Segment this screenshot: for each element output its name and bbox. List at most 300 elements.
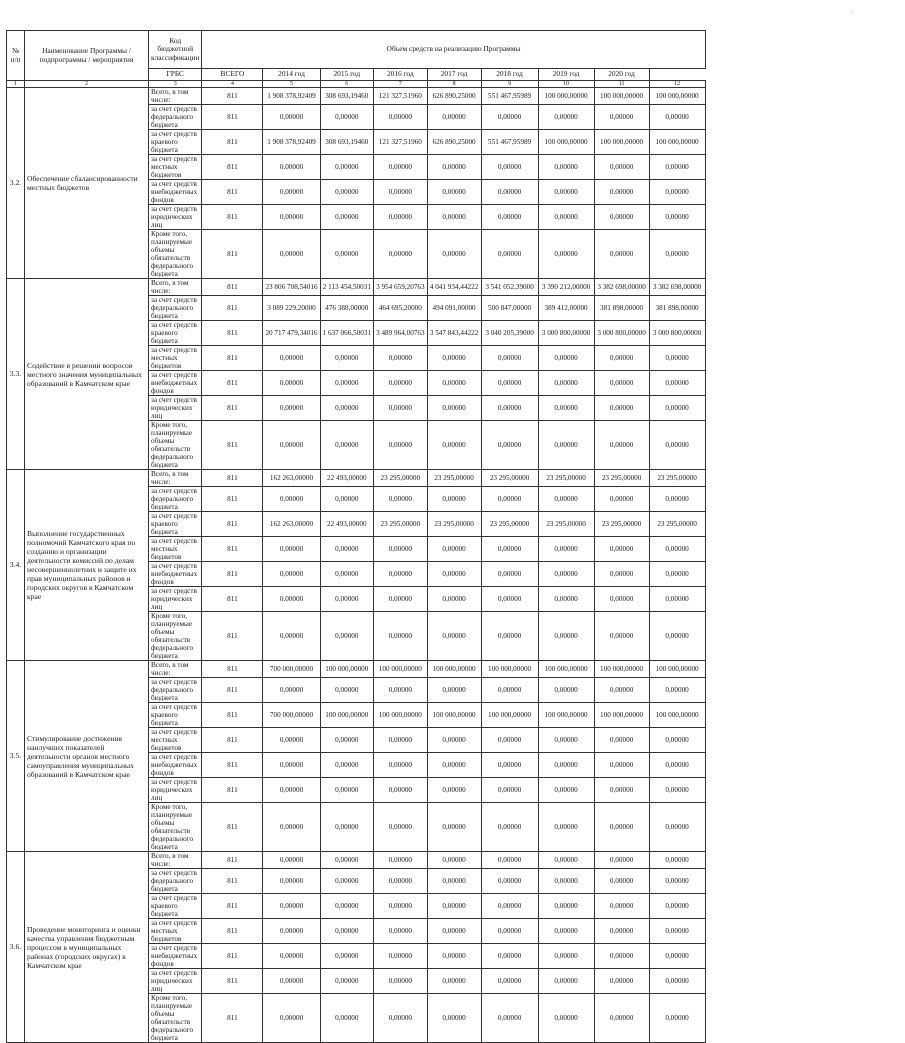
year-value: 0,00000 [538,537,594,562]
year-value: 0,00000 [427,778,481,803]
grbs-code: 811 [202,180,263,205]
header-num: № п/п [7,31,25,81]
year-value: 0,00000 [320,944,374,969]
year-value: 0,00000 [649,728,705,753]
header-grbs: ГРБС [149,69,202,81]
year-value: 500 847,00000 [481,296,538,321]
funding-source-label: за счет средств федерального бюджета [149,105,202,130]
total-value: 0,00000 [263,371,320,396]
year-value: 0,00000 [481,230,538,279]
grbs-code: 811 [202,155,263,180]
year-value: 0,00000 [594,869,649,894]
year-value: 0,00000 [594,562,649,587]
grbs-code: 811 [202,703,263,728]
grbs-code: 811 [202,130,263,155]
total-value: 1 908 378,92409 [263,88,320,105]
year-value: 23 295,00000 [594,512,649,537]
year-value: 23 295,00000 [481,512,538,537]
year-value: 0,00000 [320,753,374,778]
year-value: 100 000,00000 [594,130,649,155]
year-value: 0,00000 [594,803,649,852]
total-value: 0,00000 [263,612,320,661]
table-row [7,279,706,296]
table-row [7,88,706,105]
year-value: 4 041 934,44222 [427,279,481,296]
grbs-code: 811 [202,894,263,919]
year-value: 0,00000 [320,180,374,205]
year-value: 551 467,95989 [481,130,538,155]
year-value: 0,00000 [538,346,594,371]
header-code: Код бюджетной классификации [149,31,202,69]
year-value: 0,00000 [649,969,705,994]
year-value: 100 000,00000 [481,661,538,678]
year-value: 0,00000 [649,396,705,421]
funding-source-label: за счет средств юридических лиц [149,778,202,803]
column-index-cell: 11 [594,81,649,88]
year-value: 0,00000 [320,205,374,230]
year-value: 0,00000 [374,994,428,1043]
year-value: 0,00000 [649,230,705,279]
year-value: 0,00000 [594,205,649,230]
year-value: 0,00000 [320,869,374,894]
grbs-code: 811 [202,803,263,852]
funding-source-label: за счет средств внебюджетных фондов [149,371,202,396]
header-year: 2014 год [263,69,320,81]
year-value: 0,00000 [481,180,538,205]
total-value: 0,00000 [263,346,320,371]
year-value: 0,00000 [374,371,428,396]
funding-source-label: за счет средств федерального бюджета [149,869,202,894]
year-value: 0,00000 [320,396,374,421]
total-value: 0,00000 [263,678,320,703]
year-value: 551 467,95989 [481,88,538,105]
year-value: 0,00000 [374,678,428,703]
total-value: 0,00000 [263,852,320,869]
section-name: Стимулирование достижения наилучших показателей деятельности органов местного самоуправления муниципальных образований в Камчатском крае [25,661,149,852]
total-value: 0,00000 [263,869,320,894]
grbs-code: 811 [202,869,263,894]
year-value: 0,00000 [538,421,594,470]
header-year: 2019 год [538,69,594,81]
year-value: 0,00000 [538,728,594,753]
year-value: 0,00000 [594,678,649,703]
year-value: 0,00000 [427,205,481,230]
year-value: 0,00000 [427,612,481,661]
table-row [7,470,706,487]
column-index-cell: 3 [149,81,202,88]
year-value: 494 091,00000 [427,296,481,321]
year-value: 0,00000 [320,678,374,703]
column-index-cell: 4 [202,81,263,88]
year-value: 0,00000 [320,562,374,587]
year-value: 22 493,00000 [320,470,374,487]
section-number: 3.4. [7,470,25,661]
year-value: 0,00000 [481,562,538,587]
year-value: 0,00000 [481,421,538,470]
year-value: 0,00000 [320,371,374,396]
total-value: 20 717 479,34016 [263,321,320,346]
year-value: 0,00000 [649,487,705,512]
funding-source-label: за счет средств юридических лиц [149,587,202,612]
total-value: 0,00000 [263,396,320,421]
year-value: 0,00000 [594,852,649,869]
year-value: 0,00000 [594,230,649,279]
year-value: 0,00000 [320,105,374,130]
grbs-code: 811 [202,661,263,678]
year-value: 0,00000 [320,728,374,753]
section-number: 3.2. [7,88,25,279]
year-value: 0,00000 [320,852,374,869]
year-value: 100 000,00000 [320,703,374,728]
total-value: 0,00000 [263,537,320,562]
section-name: Содействие в решении вопросов местного значения муниципальных образований в Камчатском крае [25,279,149,470]
column-index-cell: 12 [649,81,705,88]
grbs-code: 811 [202,852,263,869]
year-value: 0,00000 [538,371,594,396]
total-value: 0,00000 [263,753,320,778]
year-value: 0,00000 [649,919,705,944]
year-value: 0,00000 [481,869,538,894]
funding-source-label: Кроме того, планируемые объемы обязательств федерального бюджета [149,612,202,661]
year-value: 0,00000 [481,728,538,753]
year-value: 0,00000 [649,894,705,919]
year-value: 0,00000 [427,346,481,371]
year-value: 0,00000 [594,612,649,661]
section-name: Обеспечение сбалансированности местных бюджетов [25,88,149,279]
total-value: 23 806 708,54016 [263,279,320,296]
funding-source-label: за счет средств федерального бюджета [149,296,202,321]
total-value: 0,00000 [263,180,320,205]
table-row [7,852,706,869]
grbs-code: 811 [202,512,263,537]
year-value: 0,00000 [538,155,594,180]
funding-source-label: за счет средств юридических лиц [149,396,202,421]
year-value: 0,00000 [427,803,481,852]
year-value: 0,00000 [320,587,374,612]
year-value: 0,00000 [427,753,481,778]
year-value: 0,00000 [374,180,428,205]
year-value: 0,00000 [374,944,428,969]
table-row [7,661,706,678]
year-value: 0,00000 [594,969,649,994]
year-value: 0,00000 [594,994,649,1043]
funding-source-label: за счет средств юридических лиц [149,969,202,994]
year-value: 0,00000 [374,537,428,562]
year-value: 0,00000 [481,537,538,562]
column-index-cell: 10 [538,81,594,88]
funding-source-label: Кроме того, планируемые объемы обязательств федерального бюджета [149,421,202,470]
year-value: 23 295,00000 [649,512,705,537]
year-value: 0,00000 [538,869,594,894]
year-value: 0,00000 [374,612,428,661]
funding-source-label: за счет средств федерального бюджета [149,487,202,512]
grbs-code: 811 [202,346,263,371]
section-name: Выполнение государственных полномочий Камчатского края по созданию и организации деятельности комиссий по делам несовершеннолетних и защите их прав муниципальных районов и городских округов в Камчатском крае [25,470,149,661]
year-value: 3 954 659,20763 [374,279,428,296]
total-value: 0,00000 [263,728,320,753]
grbs-code: 811 [202,396,263,421]
year-value: 0,00000 [649,105,705,130]
year-value: 464 695,20000 [374,296,428,321]
grbs-code: 811 [202,753,263,778]
year-value: 0,00000 [481,944,538,969]
year-value: 0,00000 [427,396,481,421]
year-value: 0,00000 [320,537,374,562]
year-value: 0,00000 [481,612,538,661]
year-value: 0,00000 [481,371,538,396]
year-value: 121 327,51960 [374,130,428,155]
funding-source-label: за счет средств краевого бюджета [149,321,202,346]
grbs-code: 811 [202,728,263,753]
year-value: 0,00000 [374,346,428,371]
year-value: 1 637 066,50031 [320,321,374,346]
year-value: 0,00000 [594,753,649,778]
year-value: 0,00000 [538,894,594,919]
year-value: 0,00000 [538,205,594,230]
grbs-code: 811 [202,230,263,279]
column-index-cell: 9 [481,81,538,88]
year-value: 23 295,00000 [538,512,594,537]
year-value: 0,00000 [649,944,705,969]
section-number: 3.3. [7,279,25,470]
year-value: 0,00000 [649,587,705,612]
year-value: 0,00000 [320,894,374,919]
grbs-code: 811 [202,487,263,512]
column-index-cell: 2 [25,81,149,88]
year-value: 0,00000 [649,869,705,894]
year-value: 0,00000 [481,487,538,512]
year-value: 100 000,00000 [649,88,705,105]
year-value: 0,00000 [594,728,649,753]
column-index-cell: 8 [427,81,481,88]
total-value: 0,00000 [263,155,320,180]
funding-source-label: за счет средств местных бюджетов [149,537,202,562]
column-index-cell: 7 [374,81,428,88]
header-name: Наименование Программы / подпрограммы / мероприятия [25,31,149,81]
year-value: 3 382 698,00000 [594,279,649,296]
year-value: 476 388,00000 [320,296,374,321]
program-funding-table [6,30,706,1043]
header-year: 2020 год [594,69,649,81]
funding-source-label: за счет средств внебюджетных фондов [149,944,202,969]
year-value: 0,00000 [649,852,705,869]
funding-source-label: за счет средств краевого бюджета [149,130,202,155]
year-value: 0,00000 [427,994,481,1043]
year-value: 0,00000 [374,396,428,421]
funding-source-label: Всего, в том числе: [149,661,202,678]
year-value: 0,00000 [594,421,649,470]
year-value: 0,00000 [594,919,649,944]
grbs-code: 811 [202,994,263,1043]
year-value: 0,00000 [649,753,705,778]
total-value: 700 000,00000 [263,703,320,728]
grbs-code: 811 [202,612,263,661]
total-value: 0,00000 [263,421,320,470]
funding-source-label: за счет средств местных бюджетов [149,155,202,180]
year-value: 0,00000 [320,346,374,371]
year-value: 0,00000 [374,919,428,944]
funding-source-label: за счет средств краевого бюджета [149,894,202,919]
year-value: 23 295,00000 [374,512,428,537]
year-value: 0,00000 [594,944,649,969]
year-value: 100 000,00000 [594,88,649,105]
year-value: 0,00000 [538,803,594,852]
year-value: 0,00000 [649,421,705,470]
year-value: 0,00000 [649,205,705,230]
year-value: 23 295,00000 [649,470,705,487]
total-value: 0,00000 [263,944,320,969]
year-value: 0,00000 [538,612,594,661]
funding-source-label: за счет средств юридических лиц [149,205,202,230]
year-value: 0,00000 [374,562,428,587]
year-value: 0,00000 [649,371,705,396]
year-value: 0,00000 [594,778,649,803]
year-value: 0,00000 [538,994,594,1043]
total-value: 3 089 229,20000 [263,296,320,321]
year-value: 0,00000 [649,346,705,371]
year-value: 0,00000 [374,869,428,894]
year-value: 0,00000 [427,869,481,894]
year-value: 0,00000 [374,487,428,512]
total-value: 0,00000 [263,205,320,230]
section-number: 3.6. [7,852,25,1043]
funding-source-label: Кроме того, планируемые объемы обязательств федерального бюджета [149,803,202,852]
total-value: 0,00000 [263,487,320,512]
total-value: 0,00000 [263,562,320,587]
year-value: 0,00000 [374,728,428,753]
funding-source-label: Всего, в том числе: [149,279,202,296]
year-value: 100 000,00000 [594,703,649,728]
year-value: 100 000,00000 [374,703,428,728]
year-value: 3 040 205,39000 [481,321,538,346]
year-value: 0,00000 [538,562,594,587]
year-value: 100 000,00000 [374,661,428,678]
year-value: 0,00000 [427,537,481,562]
year-value: 0,00000 [538,678,594,703]
year-value: 0,00000 [649,562,705,587]
year-value: 381 898,00000 [649,296,705,321]
column-index-cell: 6 [320,81,374,88]
grbs-code: 811 [202,969,263,994]
year-value: 308 693,19460 [320,130,374,155]
total-value: 0,00000 [263,105,320,130]
year-value: 0,00000 [594,371,649,396]
year-value: 23 295,00000 [427,470,481,487]
total-value: 0,00000 [263,994,320,1043]
year-value: 0,00000 [320,919,374,944]
year-value: 100 000,00000 [427,661,481,678]
year-value: 0,00000 [481,778,538,803]
year-value: 0,00000 [320,421,374,470]
total-value: 0,00000 [263,919,320,944]
year-value: 0,00000 [594,537,649,562]
year-value: 0,00000 [538,396,594,421]
year-value: 0,00000 [427,919,481,944]
header-total: ВСЕГО [202,69,263,81]
funding-source-label: за счет средств краевого бюджета [149,512,202,537]
header-year: 2015 год [320,69,374,81]
year-value: 0,00000 [320,612,374,661]
year-value: 0,00000 [538,778,594,803]
section-name: Проведение мониторинга и оценки качества управления бюджетным процессом в муниципальных районах (городских округах) в Камчатском крае [25,852,149,1043]
year-value: 0,00000 [427,562,481,587]
year-value: 0,00000 [481,396,538,421]
total-value: 0,00000 [263,778,320,803]
year-value: 23 295,00000 [481,470,538,487]
year-value: 0,00000 [594,894,649,919]
grbs-code: 811 [202,778,263,803]
funding-source-label: за счет средств краевого бюджета [149,703,202,728]
year-value: 3 489 964,00763 [374,321,428,346]
year-value: 0,00000 [538,753,594,778]
grbs-code: 811 [202,279,263,296]
section-number: 3.5. [7,661,25,852]
year-value: 3 547 843,44222 [427,321,481,346]
year-value: 0,00000 [594,155,649,180]
header-year: 2017 год [427,69,481,81]
year-value: 0,00000 [538,919,594,944]
year-value: 0,00000 [481,969,538,994]
year-value: 381 898,00000 [594,296,649,321]
total-value: 162 263,00000 [263,470,320,487]
year-value: 0,00000 [481,105,538,130]
year-value: 0,00000 [427,587,481,612]
grbs-code: 811 [202,105,263,130]
column-index-cell: 5 [263,81,320,88]
year-value: 0,00000 [481,803,538,852]
year-value: 626 890,25000 [427,130,481,155]
year-value: 100 000,00000 [538,130,594,155]
year-value: 0,00000 [538,944,594,969]
year-value: 0,00000 [427,852,481,869]
year-value: 0,00000 [594,587,649,612]
year-value: 0,00000 [427,230,481,279]
grbs-code: 811 [202,944,263,969]
year-value: 0,00000 [427,678,481,703]
year-value: 626 890,25000 [427,88,481,105]
year-value: 121 327,51960 [374,88,428,105]
year-value: 0,00000 [481,753,538,778]
total-value: 162 263,00000 [263,512,320,537]
funding-source-label: Всего, в том числе: [149,470,202,487]
total-value: 0,00000 [263,894,320,919]
total-value: 1 908 378,92409 [263,130,320,155]
year-value: 23 295,00000 [427,512,481,537]
funding-source-label: за счет средств внебюджетных фондов [149,562,202,587]
year-value: 0,00000 [538,230,594,279]
year-value: 2 113 454,50031 [320,279,374,296]
year-value: 0,00000 [427,155,481,180]
total-value: 0,00000 [263,230,320,279]
year-value: 0,00000 [594,180,649,205]
year-value: 0,00000 [649,537,705,562]
year-value: 23 295,00000 [374,470,428,487]
year-value: 0,00000 [481,346,538,371]
grbs-code: 811 [202,371,263,396]
year-value: 0,00000 [427,944,481,969]
year-value: 0,00000 [538,180,594,205]
year-value: 0,00000 [427,105,481,130]
header-year: 2016 год [374,69,428,81]
funding-source-label: за счет средств местных бюджетов [149,728,202,753]
grbs-code: 811 [202,678,263,703]
year-value: 308 693,19460 [320,88,374,105]
year-value: 0,00000 [538,105,594,130]
year-value: 0,00000 [481,155,538,180]
year-value: 3 390 212,00000 [538,279,594,296]
funding-source-label: Всего, в том числе: [149,852,202,869]
year-value: 0,00000 [481,919,538,944]
